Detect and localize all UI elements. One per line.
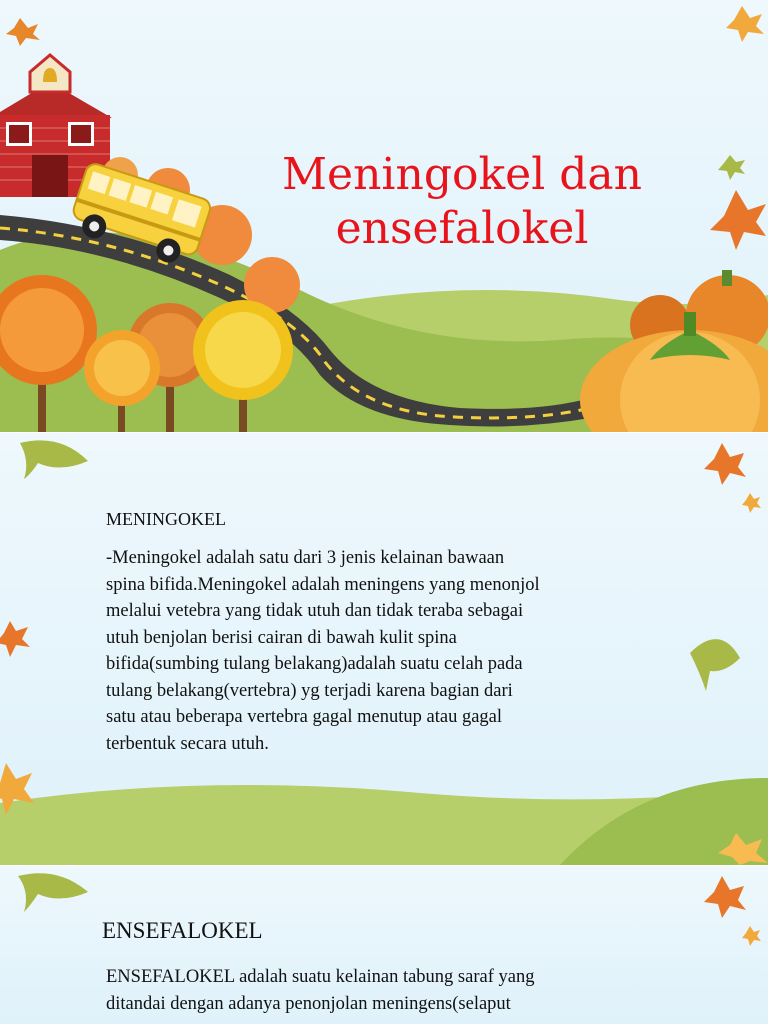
maple-leaf-icon: [18, 873, 88, 912]
maple-leaf-icon: [20, 440, 88, 479]
content-slide-ensefalokel: [0, 866, 768, 1024]
maple-leaf-icon: [726, 6, 764, 42]
maple-leaf-icon: [0, 621, 30, 657]
title-slide: [0, 0, 768, 432]
maple-leaf-icon: [704, 876, 746, 918]
section-heading: MENINGOKEL: [106, 509, 226, 529]
maple-leaf-icon: [718, 155, 745, 180]
section-heading: ENSEFALOKEL: [102, 918, 263, 943]
maple-leaf-icon: [690, 639, 740, 691]
maple-leaf-icon: [6, 18, 40, 46]
maple-leaf-icon: [704, 443, 746, 485]
slide-title: Meningokel dan ensefalokel: [282, 149, 642, 254]
content-slide-meningokel: [0, 433, 768, 865]
maple-leaf-icon: [742, 926, 761, 946]
maple-leaf-icon: [710, 190, 766, 250]
body-paragraph: ENSEFALOKEL adalah suatu kelainan tabung saraf yang ditandai dengan adanya penonjolan meningens(selaput: [106, 967, 535, 1014]
body-paragraph: -Meningokel adalah satu dari 3 jenis kelainan bawaan spina bifida.Meningokel adalah meningens yang menonjol melalui vetebra yang tidak utuh dan tidak teraba sebagai utuh benjolan berisi cairan di bawah kulit spina bifida(sumbing tulang belakang)adalah suatu celah pada tulang belakang(vertebra) yg terjadi karena bagian dari satu atau beberapa vertebra gagal menutup atau gagal terbentuk secara utuh.: [106, 548, 540, 754]
maple-leaf-icon: [742, 493, 761, 513]
